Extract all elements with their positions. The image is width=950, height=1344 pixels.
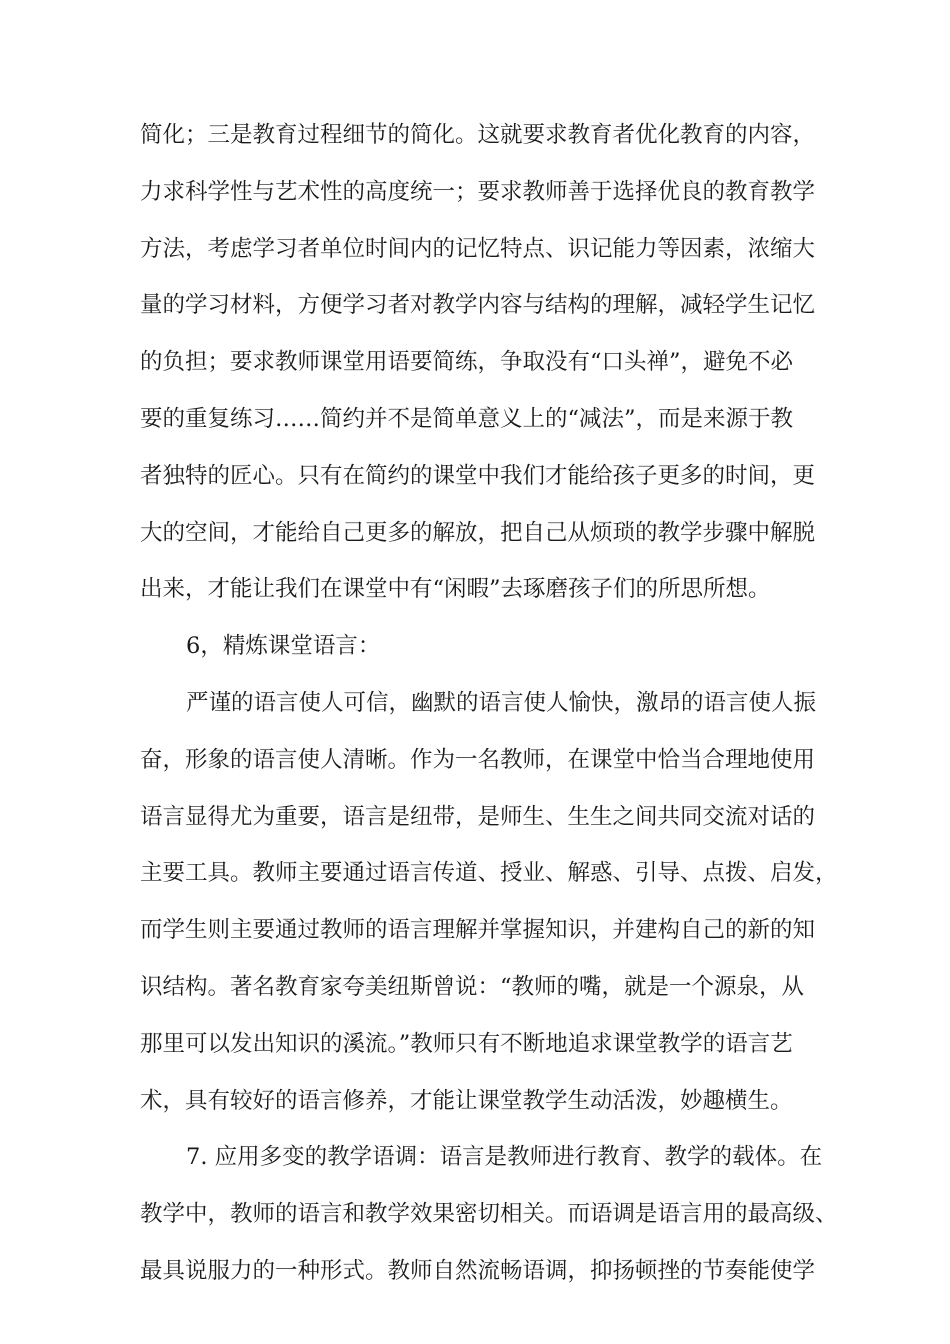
text-line-4: 量的学习材料，方便学习者对教学内容与结构的理解，减轻学生记忆 [140, 292, 816, 318]
text-line-7: 者独特的匠心。只有在简约的课堂中我们才能给孩子更多的时间，更 [140, 463, 816, 489]
text-line-2: 力求科学性与艺术性的高度统一；要求教师善于选择优良的教育教学 [140, 179, 816, 205]
text-line-11: 严谨的语言使人可信，幽默的语言使人愉快，激昂的语言使人振 [186, 690, 817, 716]
text-line-3: 方法，考虑学习者单位时间内的记忆特点、识记能力等因素，浓缩大 [140, 236, 816, 262]
text-line-17: 那里可以发出知识的溪流。”教师只有不断地追求课堂教学的语言艺 [140, 1031, 793, 1057]
text-line-9: 出来，才能让我们在课堂中有“闲暇”去琢磨孩子们的所思所想。 [140, 576, 771, 602]
text-line-5: 的负担；要求教师课堂用语要简练，争取没有“口头禅”，避免不必 [140, 349, 794, 375]
text-line-21: 最具说服力的一种形式。教师自然流畅语调，抑扬顿挫的节奏能使学 [140, 1258, 816, 1284]
text-line-14: 主要工具。教师主要通过语言传道、授业、解惑、引导、点拨、启发， [140, 860, 838, 886]
section-heading-7: 7. 应用多变的教学语调：语言是教师进行教育、教学的载体。在 [186, 1144, 823, 1170]
text-line-1: 简化；三是教育过程细节的简化。这就要求教育者优化教育的内容， [140, 122, 816, 148]
text-line-18: 术，具有较好的语言修养，才能让课堂教学生动活泼，妙趣横生。 [140, 1088, 793, 1114]
text-line-8: 大的空间，才能给自己更多的解放，把自己从烦琐的教学步骤中解脱 [140, 520, 816, 546]
text-line-13: 语言显得尤为重要，语言是纽带，是师生、生生之间共同交流对话的 [140, 804, 816, 830]
text-line-6: 要的重复练习……简约并不是简单意义上的“减法”，而是来源于教 [140, 406, 794, 432]
text-line-12: 奋，形象的语言使人清晰。作为一名教师，在课堂中恰当合理地使用 [140, 747, 816, 773]
text-line-20: 教学中，教师的语言和教学效果密切相关。而语调是语言用的最高级、 [140, 1201, 838, 1227]
section-heading-6: 6，精炼课堂语言： [186, 633, 381, 659]
text-line-16: 识结构。著名教育家夸美纽斯曾说：“教师的嘴，就是一个源泉，从 [140, 974, 805, 1000]
text-line-15: 而学生则主要通过教师的语言理解并掌握知识，并建构自己的新的知 [140, 917, 816, 943]
